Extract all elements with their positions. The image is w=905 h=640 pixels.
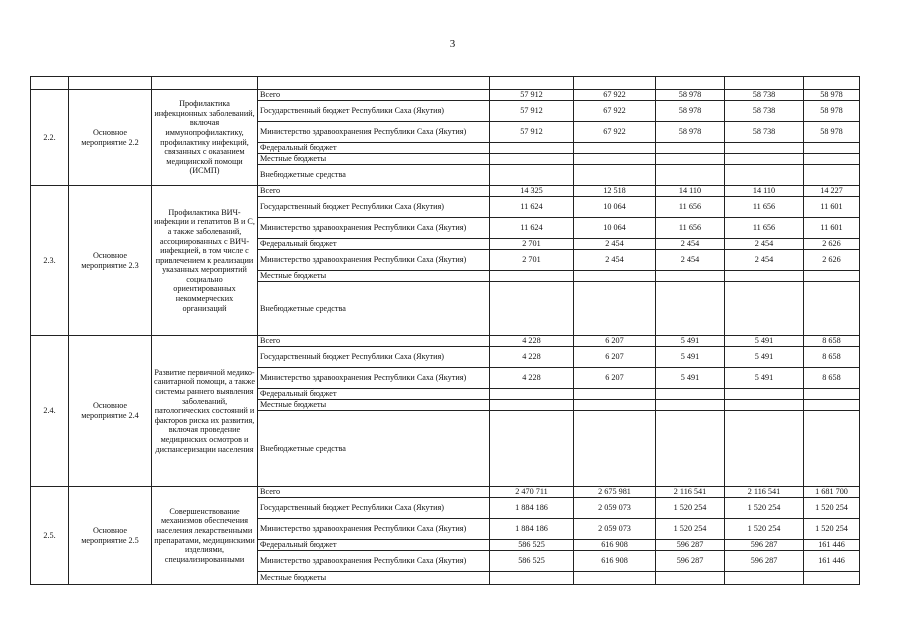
amount-cell: 11 656 bbox=[725, 218, 804, 239]
section-number: 2.3. bbox=[31, 186, 69, 336]
amount-cell bbox=[574, 389, 656, 400]
funding-source: Государственный бюджет Республики Саха (Якутия) bbox=[258, 347, 490, 368]
amount-cell: 5 491 bbox=[725, 347, 804, 368]
amount-cell bbox=[804, 154, 860, 165]
amount-cell: 2 454 bbox=[656, 250, 725, 271]
funding-source: Государственный бюджет Республики Саха (Якутия) bbox=[258, 197, 490, 218]
amount-cell: 67 922 bbox=[574, 122, 656, 143]
section-number: 2.5. bbox=[31, 487, 69, 585]
funding-source: Федеральный бюджет bbox=[258, 540, 490, 551]
amount-cell: 58 978 bbox=[804, 122, 860, 143]
amount-cell bbox=[574, 154, 656, 165]
amount-cell: 586 525 bbox=[490, 540, 574, 551]
amount-cell bbox=[804, 165, 860, 186]
amount-cell bbox=[574, 271, 656, 282]
amount-cell: 161 446 bbox=[804, 551, 860, 572]
amount-cell: 11 656 bbox=[656, 218, 725, 239]
event-description: Профилактика ВИЧ-инфекции и гепатитов В и С, а также заболеваний, ассоциированных с ВИЧ-инфекцией, в том числе с привлечением к реализации указанных мероприятий социально ориентированных некоммерческих организаций bbox=[152, 186, 258, 336]
amount-cell bbox=[656, 411, 725, 487]
page-number: 3 bbox=[449, 38, 456, 50]
funding-source: Министерство здравоохранения Республики Саха (Якутия) bbox=[258, 551, 490, 572]
funding-source: Федеральный бюджет bbox=[258, 239, 490, 250]
amount-cell bbox=[656, 271, 725, 282]
amount-cell bbox=[574, 572, 656, 585]
amount-cell: 14 227 bbox=[804, 186, 860, 197]
amount-cell bbox=[725, 389, 804, 400]
table-row bbox=[31, 186, 860, 197]
amount-cell: 2 454 bbox=[725, 250, 804, 271]
amount-cell: 596 287 bbox=[725, 551, 804, 572]
funding-source: Министерство здравоохранения Республики Саха (Якутия) bbox=[258, 218, 490, 239]
amount-cell bbox=[725, 572, 804, 585]
amount-cell: 14 325 bbox=[490, 186, 574, 197]
amount-cell bbox=[656, 154, 725, 165]
amount-cell: 11 656 bbox=[656, 197, 725, 218]
amount-cell bbox=[490, 143, 574, 154]
amount-cell: 58 978 bbox=[656, 101, 725, 122]
event-description: Профилактика инфекционных заболеваний, включая иммунопрофилактику, профилактику инфекций, связанных с оказанием медицинской помощи (ИСМП) bbox=[152, 90, 258, 186]
amount-cell: 1 520 254 bbox=[804, 519, 860, 540]
amount-cell: 2 675 981 bbox=[574, 487, 656, 498]
amount-cell: 5 491 bbox=[656, 368, 725, 389]
amount-cell: 11 656 bbox=[725, 197, 804, 218]
funding-source: Внебюджетные средства bbox=[258, 411, 490, 487]
amount-cell: 6 207 bbox=[574, 368, 656, 389]
amount-cell bbox=[804, 389, 860, 400]
amount-cell bbox=[725, 154, 804, 165]
funding-source: Всего bbox=[258, 336, 490, 347]
amount-cell: 11 624 bbox=[490, 218, 574, 239]
funding-source: Министерство здравоохранения Республики Саха (Якутия) bbox=[258, 519, 490, 540]
amount-cell bbox=[574, 143, 656, 154]
event-name: Основное мероприятие 2.2 bbox=[69, 90, 152, 186]
amount-cell bbox=[656, 389, 725, 400]
amount-cell bbox=[725, 411, 804, 487]
amount-cell bbox=[725, 400, 804, 411]
amount-cell bbox=[725, 271, 804, 282]
amount-cell: 1 520 254 bbox=[725, 519, 804, 540]
amount-cell: 57 912 bbox=[490, 122, 574, 143]
amount-cell: 8 658 bbox=[804, 336, 860, 347]
funding-source: Внебюджетные средства bbox=[258, 282, 490, 336]
amount-cell: 1 520 254 bbox=[656, 519, 725, 540]
amount-cell: 586 525 bbox=[490, 551, 574, 572]
amount-cell: 14 110 bbox=[656, 186, 725, 197]
amount-cell: 5 491 bbox=[725, 368, 804, 389]
funding-source: Государственный бюджет Республики Саха (Якутия) bbox=[258, 498, 490, 519]
amount-cell: 58 978 bbox=[656, 90, 725, 101]
amount-cell: 57 912 bbox=[490, 90, 574, 101]
event-name: Основное мероприятие 2.4 bbox=[69, 336, 152, 487]
amount-cell: 4 228 bbox=[490, 368, 574, 389]
funding-source: Федеральный бюджет bbox=[258, 389, 490, 400]
amount-cell: 596 287 bbox=[725, 540, 804, 551]
amount-cell: 5 491 bbox=[656, 336, 725, 347]
amount-cell bbox=[490, 411, 574, 487]
amount-cell bbox=[656, 165, 725, 186]
amount-cell bbox=[574, 400, 656, 411]
event-description: Совершенствование механизмов обеспечения населения лекарственными препаратами, медицинскими изделиями, специализированными bbox=[152, 487, 258, 585]
funding-source: Федеральный бюджет bbox=[258, 143, 490, 154]
amount-cell bbox=[656, 400, 725, 411]
amount-cell: 6 207 bbox=[574, 347, 656, 368]
amount-cell bbox=[490, 389, 574, 400]
amount-cell: 596 287 bbox=[656, 551, 725, 572]
amount-cell: 10 064 bbox=[574, 197, 656, 218]
amount-cell bbox=[804, 143, 860, 154]
funding-source: Министерство здравоохранения Республики Саха (Якутия) bbox=[258, 368, 490, 389]
amount-cell: 2 626 bbox=[804, 250, 860, 271]
amount-cell bbox=[490, 572, 574, 585]
amount-cell: 12 518 bbox=[574, 186, 656, 197]
event-name: Основное мероприятие 2.5 bbox=[69, 487, 152, 585]
section-number: 2.4. bbox=[31, 336, 69, 487]
amount-cell: 161 446 bbox=[804, 540, 860, 551]
amount-cell: 2 701 bbox=[490, 239, 574, 250]
amount-cell: 2 454 bbox=[574, 250, 656, 271]
funding-source: Местные бюджеты bbox=[258, 271, 490, 282]
amount-cell bbox=[574, 411, 656, 487]
amount-cell: 2 454 bbox=[574, 239, 656, 250]
amount-cell: 5 491 bbox=[656, 347, 725, 368]
funding-source: Всего bbox=[258, 186, 490, 197]
amount-cell: 6 207 bbox=[574, 336, 656, 347]
funding-source: Министерство здравоохранения Республики Саха (Якутия) bbox=[258, 250, 490, 271]
amount-cell bbox=[804, 271, 860, 282]
amount-cell: 58 978 bbox=[804, 90, 860, 101]
budget-table bbox=[30, 76, 860, 585]
amount-cell bbox=[490, 165, 574, 186]
amount-cell bbox=[804, 282, 860, 336]
amount-cell bbox=[725, 165, 804, 186]
amount-cell: 1 681 700 bbox=[804, 487, 860, 498]
amount-cell bbox=[490, 400, 574, 411]
amount-cell: 58 738 bbox=[725, 90, 804, 101]
funding-source: Местные бюджеты bbox=[258, 572, 490, 585]
amount-cell: 2 059 073 bbox=[574, 519, 656, 540]
amount-cell bbox=[656, 143, 725, 154]
amount-cell bbox=[656, 572, 725, 585]
amount-cell: 1 884 186 bbox=[490, 519, 574, 540]
amount-cell: 58 978 bbox=[656, 122, 725, 143]
header-row bbox=[31, 77, 860, 90]
amount-cell: 67 922 bbox=[574, 90, 656, 101]
section-number: 2.2. bbox=[31, 90, 69, 186]
amount-cell: 2 116 541 bbox=[725, 487, 804, 498]
funding-source: Местные бюджеты bbox=[258, 400, 490, 411]
amount-cell bbox=[490, 271, 574, 282]
amount-cell: 11 601 bbox=[804, 218, 860, 239]
amount-cell: 11 624 bbox=[490, 197, 574, 218]
amount-cell: 5 491 bbox=[725, 336, 804, 347]
amount-cell: 57 912 bbox=[490, 101, 574, 122]
amount-cell: 58 978 bbox=[804, 101, 860, 122]
funding-source: Внебюджетные средства bbox=[258, 165, 490, 186]
funding-source: Министерство здравоохранения Республики Саха (Якутия) bbox=[258, 122, 490, 143]
amount-cell bbox=[574, 165, 656, 186]
amount-cell: 1 884 186 bbox=[490, 498, 574, 519]
amount-cell: 1 520 254 bbox=[804, 498, 860, 519]
amount-cell: 4 228 bbox=[490, 336, 574, 347]
amount-cell bbox=[725, 143, 804, 154]
amount-cell: 2 701 bbox=[490, 250, 574, 271]
amount-cell: 11 601 bbox=[804, 197, 860, 218]
event-description: Развитие первичной медико-санитарной помощи, а также системы раннего выявления заболеваний, патологических состояний и факторов риска их развития, включая проведение медицинских осмотров и диспансеризации населения bbox=[152, 336, 258, 487]
amount-cell bbox=[725, 282, 804, 336]
table-row bbox=[31, 487, 860, 498]
amount-cell: 2 059 073 bbox=[574, 498, 656, 519]
funding-source: Всего bbox=[258, 90, 490, 101]
amount-cell: 2 470 711 bbox=[490, 487, 574, 498]
funding-source: Местные бюджеты bbox=[258, 154, 490, 165]
amount-cell: 4 228 bbox=[490, 347, 574, 368]
amount-cell bbox=[804, 400, 860, 411]
amount-cell: 14 110 bbox=[725, 186, 804, 197]
event-name: Основное мероприятие 2.3 bbox=[69, 186, 152, 336]
amount-cell: 596 287 bbox=[656, 540, 725, 551]
amount-cell: 2 116 541 bbox=[656, 487, 725, 498]
amount-cell: 2 454 bbox=[656, 239, 725, 250]
table-row bbox=[31, 336, 860, 347]
funding-source: Всего bbox=[258, 487, 490, 498]
amount-cell: 1 520 254 bbox=[725, 498, 804, 519]
amount-cell: 2 626 bbox=[804, 239, 860, 250]
amount-cell: 10 064 bbox=[574, 218, 656, 239]
amount-cell: 8 658 bbox=[804, 368, 860, 389]
amount-cell bbox=[490, 282, 574, 336]
amount-cell bbox=[804, 411, 860, 487]
amount-cell bbox=[490, 154, 574, 165]
amount-cell bbox=[656, 282, 725, 336]
amount-cell: 58 738 bbox=[725, 101, 804, 122]
table-row bbox=[31, 90, 860, 101]
amount-cell bbox=[574, 282, 656, 336]
funding-source: Государственный бюджет Республики Саха (Якутия) bbox=[258, 101, 490, 122]
amount-cell bbox=[804, 572, 860, 585]
amount-cell: 58 738 bbox=[725, 122, 804, 143]
amount-cell: 616 908 bbox=[574, 540, 656, 551]
amount-cell: 1 520 254 bbox=[656, 498, 725, 519]
amount-cell: 616 908 bbox=[574, 551, 656, 572]
amount-cell: 8 658 bbox=[804, 347, 860, 368]
amount-cell: 67 922 bbox=[574, 101, 656, 122]
amount-cell: 2 454 bbox=[725, 239, 804, 250]
